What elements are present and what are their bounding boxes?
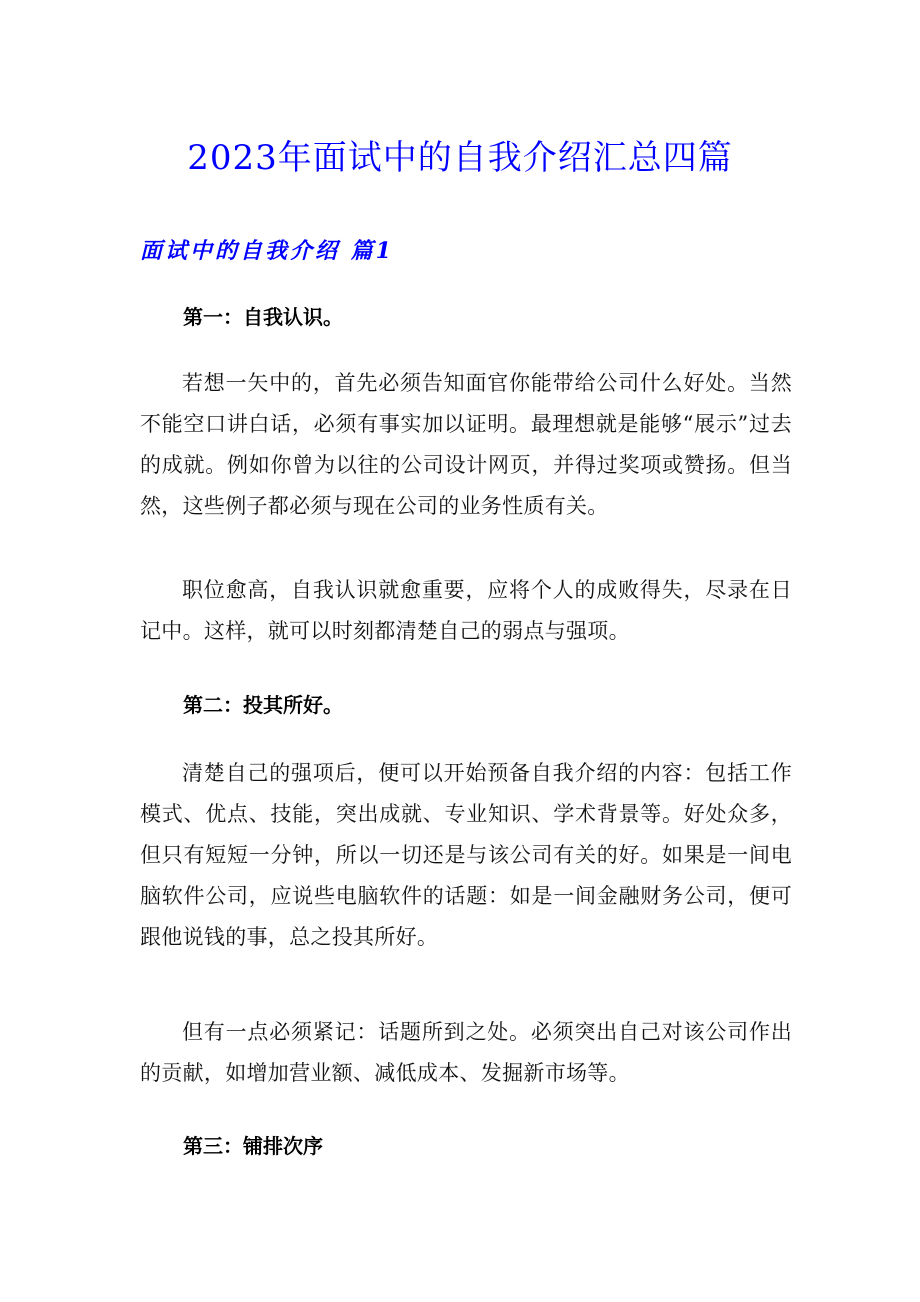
subheading-arrange-order: 第三：铺排次序 (183, 1134, 323, 1158)
document-title: 2023年面试中的自我介绍汇总四篇 (187, 138, 733, 178)
subheading-cater-to-interests: 第二：投其所好。 (183, 693, 343, 717)
paragraph-prepare-content: 清楚自己的强项后，便可以开始预备自我介绍的内容：包括工作模式、优点、技能，突出成就、专业知识、学术背景等。好处众多，但只有短短一分钟，所以一切还是与该公司有关的好。如果是一间电脑软件公司，应说些电脑软件的话题：如是一间金融财务公司，便可跟他说钱的事，总之投其所好。 (140, 761, 792, 949)
paragraph-self-awareness: 若想一矢中的，首先必须告知面官你能带给公司什么好处。当然不能空口讲白话，必须有事实加以证明。最理想就是能够“展示”过去的成就。例如你曾为以往的公司设计网页，并得过奖项或赞扬。但当然，这些例子都必须与现在公司的业务性质有关。 (140, 371, 792, 518)
paragraph-contribution: 但有一点必须紧记：话题所到之处。必须突出自己对该公司作出的贡献，如增加营业额、减低成本、发掘新市场等。 (140, 1020, 792, 1085)
subheading-self-awareness: 第一：自我认识。 (183, 305, 343, 329)
section-heading: 面试中的自我介绍 篇1 (140, 238, 394, 264)
paragraph-keep-diary: 职位愈高，自我认识就愈重要，应将个人的成败得失，尽录在日记中。这样，就可以时刻都清楚自己的弱点与强项。 (140, 578, 792, 643)
